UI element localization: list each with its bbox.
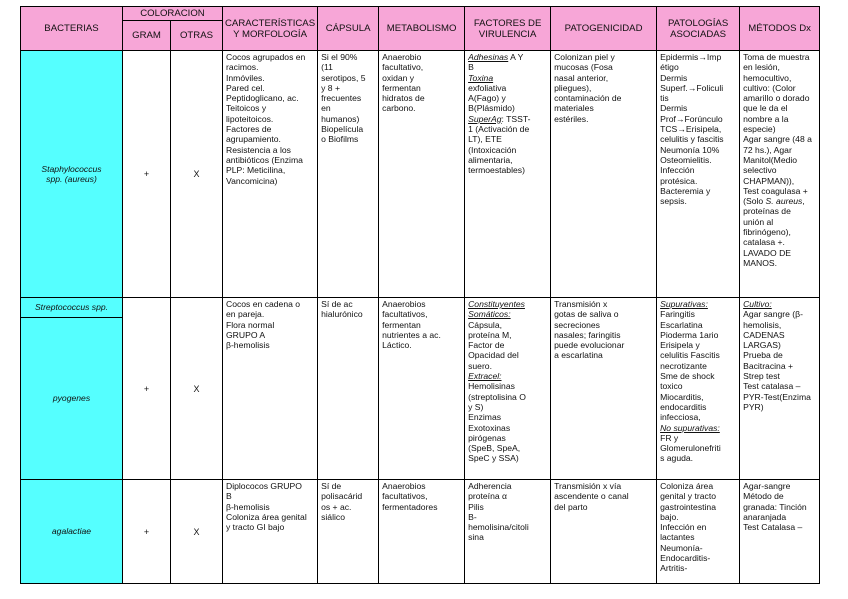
header-patologias: PATOLOGÍAS ASOCIADAS — [657, 7, 740, 51]
bacteria-table — [20, 6, 820, 584]
table-row-agalactiae — [21, 480, 820, 584]
header-bacterias: BACTERIAS — [21, 7, 123, 51]
patogenicidad-cell: Transmisión x vía ascendente o canal del parto — [551, 480, 657, 584]
header-metodos: MÉTODOS Dx — [740, 7, 820, 51]
toxina-label: Toxina — [468, 72, 494, 83]
header-factores: FACTORES DE VIRULENCIA — [465, 7, 551, 51]
gram-value: + — [123, 51, 171, 298]
caracteristicas-cell: Diplococos GRUPO B β-hemolisis Coloniza área genital y tracto GI bajo — [223, 480, 318, 584]
bacteria-name-streptococcus: Streptococcus spp. — [21, 298, 123, 318]
metodos-cell: Cultivo: Agar sangre (β- hemolisis, CADENAS LARGAS) Prueba de Bacitracina + Strep test Test catalasa – PYR-Test(Enzima PYR) — [740, 298, 820, 480]
otras-value: X — [171, 51, 223, 298]
factores-cell: Adherencia proteína α Pilis B- hemolisina/citoli sina — [465, 480, 551, 584]
header-caracteristicas: CARACTERÍSTICAS Y MORFOLOGÍA — [223, 7, 318, 51]
cultivo-label: Cultivo: — [743, 299, 772, 309]
header-metabolismo: METABOLISMO — [379, 7, 465, 51]
otras-value: X — [171, 298, 223, 480]
caracteristicas-cell: Cocos en cadena o en pareja. Flora normal GRUPO A β-hemolisis — [223, 298, 318, 480]
metabolismo-cell: Anaerobios facultativos, fermentadores — [379, 480, 465, 584]
bacteria-name-staphylococcus: Staphylococcus spp. (aureus) — [21, 51, 123, 298]
table-row-staphylococcus — [21, 51, 820, 298]
header-coloracion: COLORACION — [123, 7, 223, 21]
metabolismo-cell: Anaerobios facultativos, fermentan nutrientes a ac. Láctico. — [379, 298, 465, 480]
header-patogenicidad: PATOGENICIDAD — [551, 7, 657, 51]
table-row-streptococcus — [21, 298, 820, 318]
header-capsula: CÁPSULA — [318, 7, 379, 51]
patologias-cell: Supurativas: Faringitis Escarlatina Pioderma 1ario Erisipela y celulitis Fascitis necrotizante Sme de shock toxico Miocarditis, endocarditis infecciosa, No supurativas: FR y Glomerulonefriti s aguda. — [657, 298, 740, 480]
supurativas-label: Supurativas: — [660, 299, 708, 309]
extracel-label: Extracel: — [468, 371, 502, 382]
factores-cell: Constituyentes Somáticos: Cápsula, proteína M, Factor de Opacidad del suero. Extracel: Hemolisinas (streptolisina O y S) Enzimas Exotoxinas pirógenas (SpeB, SpeA, SpeC y SSA) — [465, 298, 551, 480]
bacteria-name-pyogenes: pyogenes — [21, 318, 123, 480]
header-otras: OTRAS — [171, 21, 223, 51]
metabolismo-cell: Anaerobio facultativo, oxidan y fermentan hidratos de carbono. — [379, 51, 465, 298]
patogenicidad-cell: Colonizan piel y mucosas (Fosa nasal anterior, pliegues), contaminación de materiales estériles. — [551, 51, 657, 298]
header-row-1 — [21, 7, 820, 21]
capsula-cell: Sí de polisacárid os + ac. siálico — [318, 480, 379, 584]
bacteria-name-agalactiae: agalactiae — [21, 480, 123, 584]
adhesinas-label: Adhesinas — [468, 52, 509, 62]
gram-value: + — [123, 298, 171, 480]
factores-cell: Adhesinas A Y B Toxina exfoliativa A(Fago) y B(Plásmido) SuperAg: TSST- 1 (Activación de LT), ETE (Intoxicación alimentaria, termoestables) — [465, 51, 551, 298]
no-supurativas-label: No supurativas: — [660, 422, 720, 433]
superag-label: SuperAg — [468, 113, 502, 124]
caracteristicas-cell: Cocos agrupados en racimos. Inmóviles. Pared cel. Peptidoglicano, ac. Teitoicos y lipoteitoicos. Factores de agrupamiento. Resistencia a los antibióticos (Enzima PLP: Meticilina, Vancomicina) — [223, 51, 318, 298]
capsula-cell: Si el 90% (11 serotipos, 5 y 8 + frecuentes en humanos) Biopelícula o Biofilms — [318, 51, 379, 298]
constituyentes-label: Constituyentes Somáticos: — [468, 299, 525, 320]
patologias-cell: Epidermis→Imp étigo Dermis Superf.→Foliculi tis Dermis Prof→Forúnculo TCS→Erisipela, celulitis y fascitis Neumonía 10% Osteomielitis. Infección protésica. Bacteremia y sepsis. — [657, 51, 740, 298]
metodos-cell: Toma de muestra en lesión, hemocultivo, cultivo: (Color amarillo o dorado que le da el nombre a la especie) Agar sangre (48 a 72 hs.), Agar Manitol(Medio selectivo CHAPMAN)), Test coagulasa + (Solo S. aureus, proteínas de unión al fibrinógeno), catalasa +. LAVADO DE MANOS. — [740, 51, 820, 298]
gram-value: + — [123, 480, 171, 584]
metodos-cell: Agar-sangre Método de granada: Tinción anaranjada Test Catalasa – — [740, 480, 820, 584]
otras-value: X — [171, 480, 223, 584]
capsula-cell: Sí de ac hialurónico — [318, 298, 379, 480]
patologias-cell: Coloniza área genital y tracto gastrointestina bajo. Infección en lactantes Neumonía- Endocarditis- Artritis- — [657, 480, 740, 584]
bacteria-table-wrapper — [20, 6, 820, 584]
patogenicidad-cell: Transmisión x gotas de saliva o secreciones nasales; faringitis puede evolucionar a escarlatina — [551, 298, 657, 480]
header-gram: GRAM — [123, 21, 171, 51]
